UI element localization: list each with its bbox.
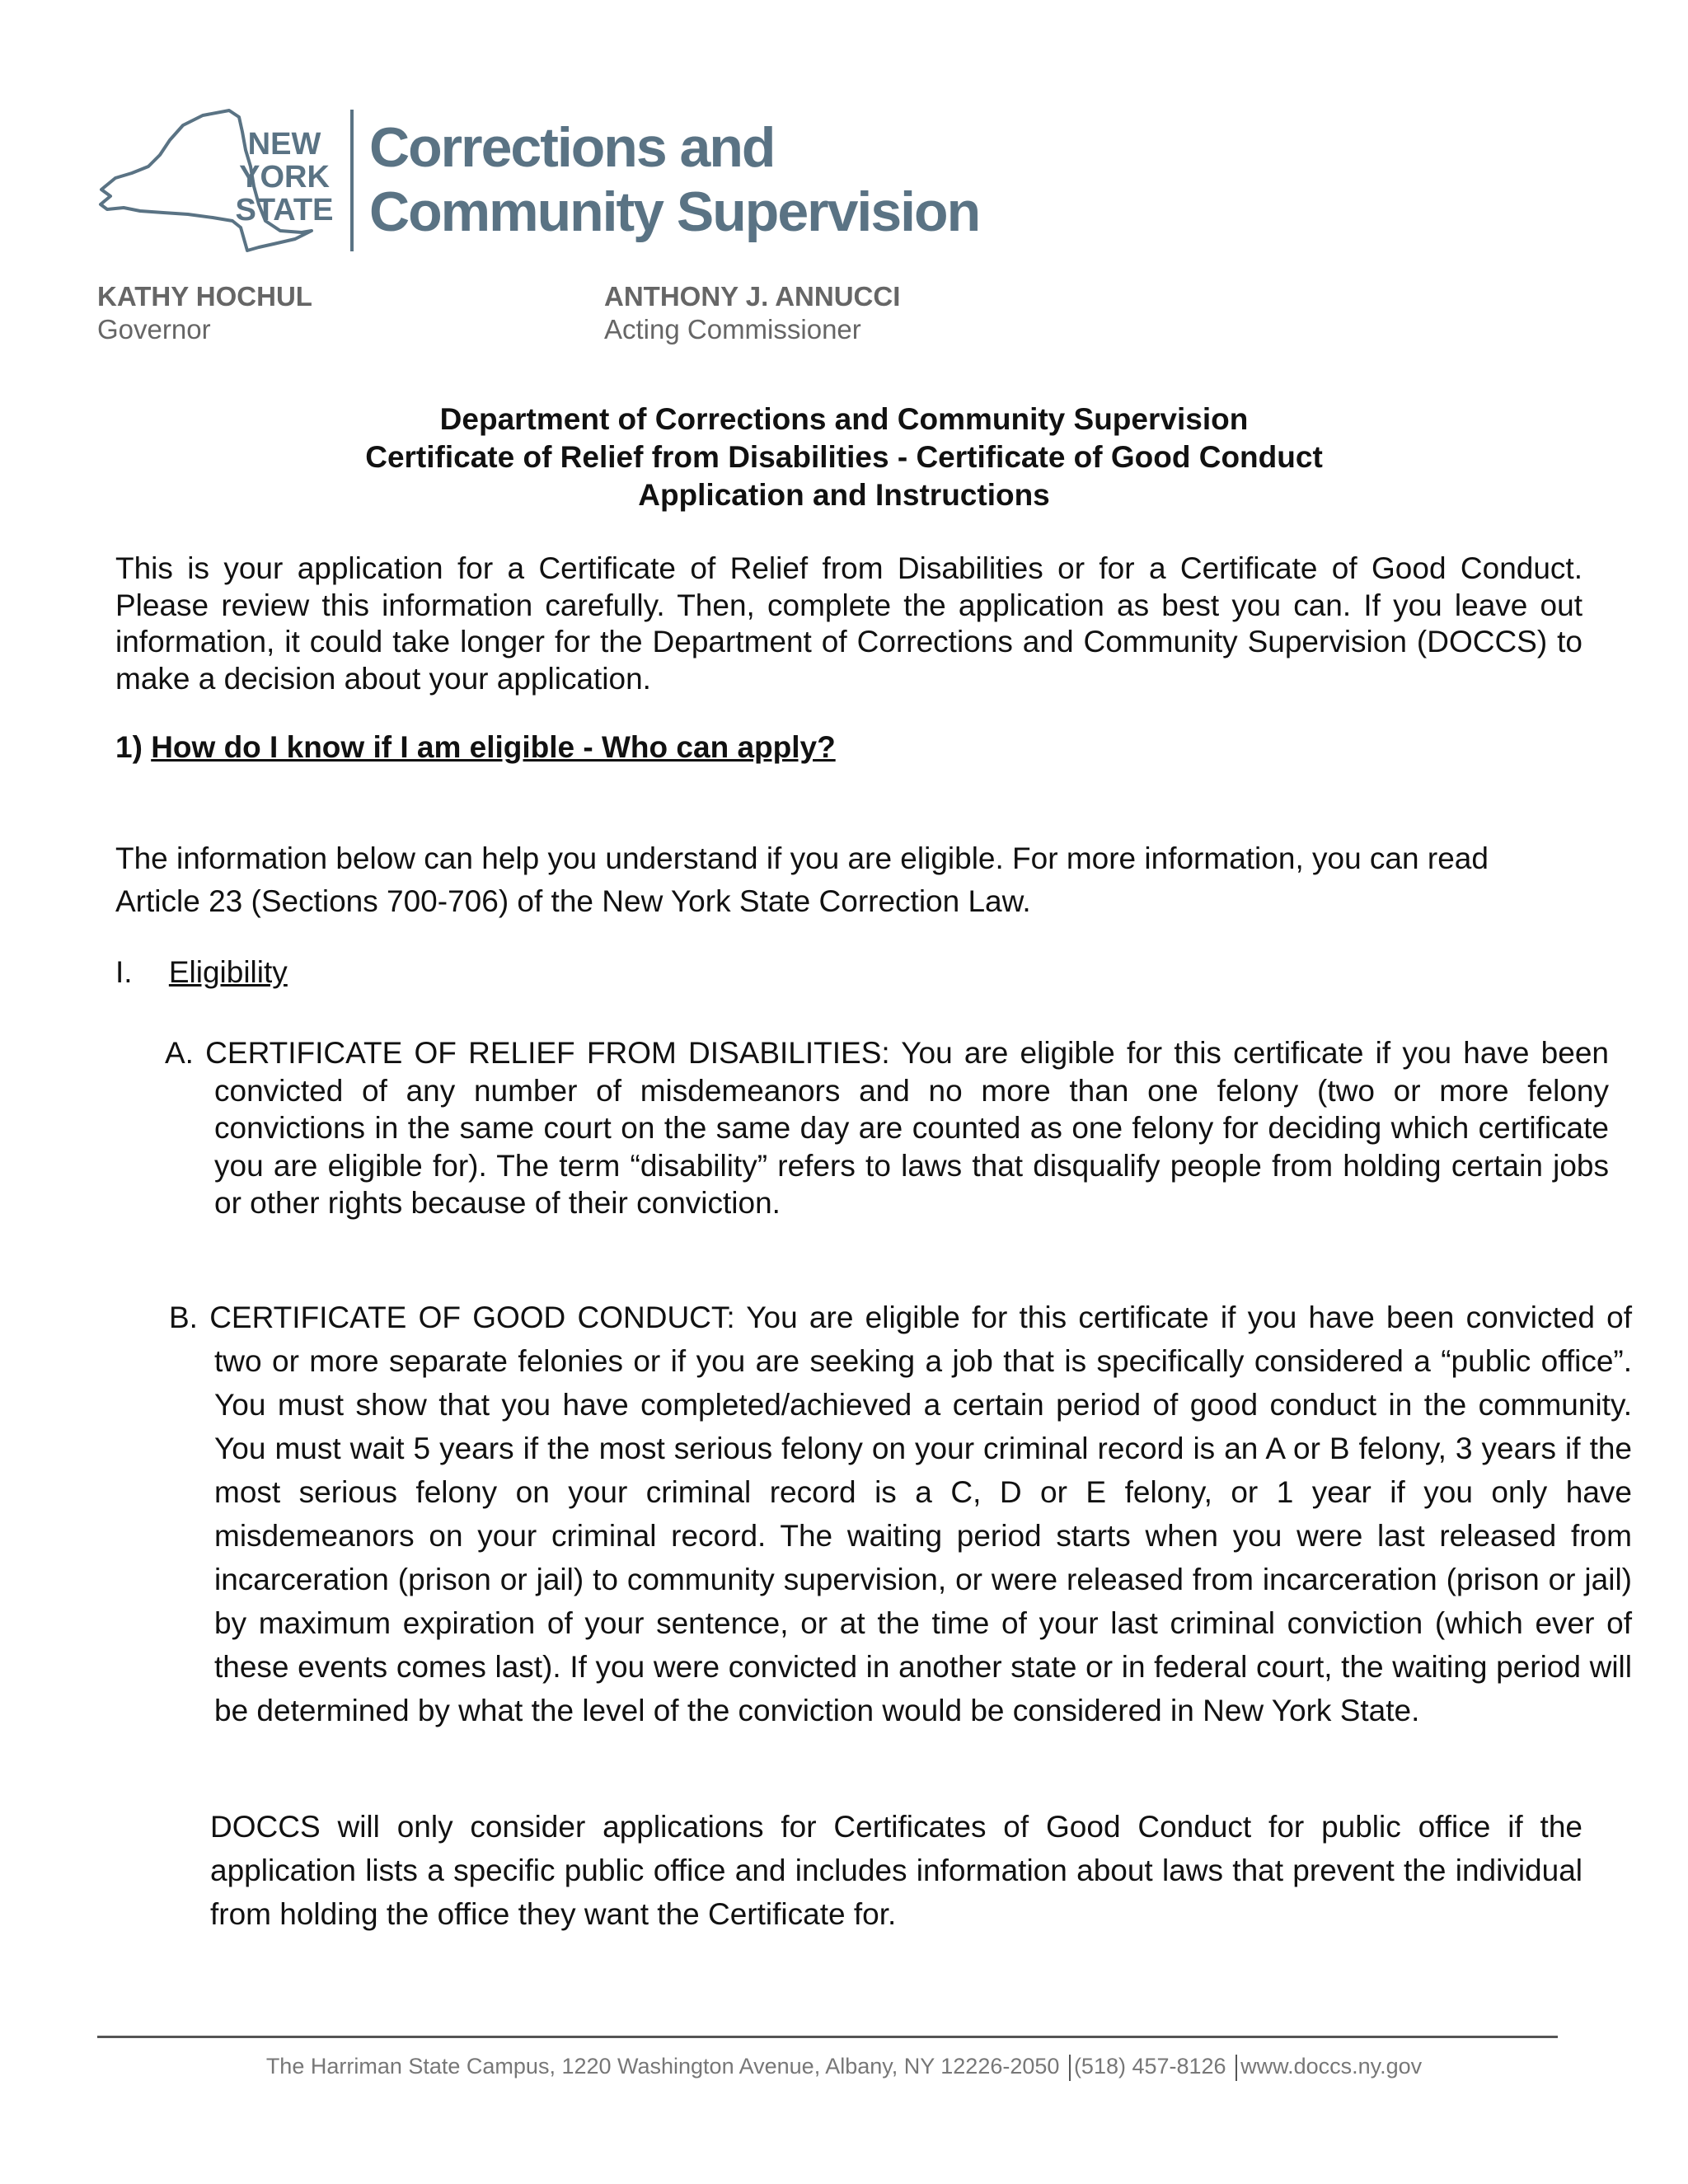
footer-separator bbox=[1069, 2055, 1071, 2081]
section-a-relief-from-disabilities: A. CERTIFICATE OF RELIEF FROM DISABILITIES: You are eligible for this certificate if you have been convicted of any number of misdemeanors and no more than one felony (two or more felony convictions in the same court on the same day are counted as one felony for deciding which certificate you are eligible for). The term “disability” refers to laws that disqualify people from holding certain jobs or other rights because of their conviction. bbox=[165, 1036, 1609, 1220]
section-b-good-conduct: B. CERTIFICATE OF GOOD CONDUCT: You are eligible for this certificate if you have been convicted of two or more separate felonies or if you are seeking a job that is specifically considered a “public office”. You must show that you have completed/achieved a certain period of good conduct in the community. You must wait 5 years if the most serious felony on your criminal record is an A or B felony, 3 years if the most serious felony on your criminal record is a C, D or E felony, or 1 year if you only have misdemeanors on your criminal record. The waiting period starts when you were last released from incarceration (prison or jail) to community supervision, or were released from incarceration (prison or jail) by maximum expiration of your sentence, or at the time of your last criminal conviction (which ever of these events comes last). If you were convicted in another state or in federal court, the waiting period will be determined by what the level of the conviction would be considered in New York State. bbox=[169, 1301, 1632, 1727]
intro-paragraph: This is your application for a Certificate of Relief from Disabilities or for a Certificate of Good Conduct. Please review this information carefully. Then, complete the application as best you can. If you leave out information, it could take longer for the Department of Corrections and Community Supervision (DOCCS) to make a decision about your application. bbox=[115, 551, 1582, 696]
info-paragraph: The information below can help you understand if you are eligible. For more information, you can read Article 23 (Sections 700-706) of the New York State Correction Law. bbox=[115, 841, 1489, 918]
eligibility-label: Eligibility bbox=[168, 955, 288, 989]
governor-name: KATHY HOCHUL bbox=[97, 281, 312, 312]
eligibility-numeral: I. bbox=[115, 955, 133, 989]
title-line-department: Department of Corrections and Community Supervision bbox=[439, 402, 1249, 436]
governor-title: Governor bbox=[97, 314, 211, 344]
document-title bbox=[0, 401, 1688, 514]
governor-block bbox=[97, 280, 312, 346]
question-text: How do I know if I am eligible - Who can apply? bbox=[151, 730, 836, 764]
logo-divider bbox=[350, 110, 354, 251]
footer-website[interactable]: www.doccs.ny.gov bbox=[1240, 2054, 1423, 2079]
commissioner-title: Acting Commissioner bbox=[604, 314, 861, 344]
question-heading bbox=[115, 729, 836, 766]
footer-phone: (518) 457-8126 bbox=[1073, 2054, 1226, 2079]
title-line-certificates: Certificate of Relief from Disabilities - Certificate of Good Conduct bbox=[365, 440, 1323, 474]
footer bbox=[0, 2052, 1688, 2081]
new-york-state-wordmark: NEW YORK STATE bbox=[235, 127, 334, 227]
agency-wordmark: Corrections and Community Supervision bbox=[369, 116, 980, 243]
footer-separator bbox=[1236, 2055, 1237, 2081]
eligibility-heading bbox=[115, 954, 288, 991]
public-office-note: DOCCS will only consider applications for Certificates of Good Conduct for public office if the application lists a specific public office and includes information about laws that prevent the individual from holding the office they want the Certificate for. bbox=[210, 1810, 1582, 1931]
letterhead bbox=[0, 0, 1688, 346]
footer-address: The Harriman State Campus, 1220 Washington Avenue, Albany, NY 12226-2050 bbox=[265, 2054, 1060, 2079]
commissioner-block bbox=[604, 280, 900, 346]
title-line-application: Application and Instructions bbox=[638, 478, 1050, 512]
footer-divider bbox=[97, 2036, 1558, 2038]
question-number: 1) bbox=[115, 730, 143, 764]
commissioner-name: ANTHONY J. ANNUCCI bbox=[604, 281, 901, 312]
